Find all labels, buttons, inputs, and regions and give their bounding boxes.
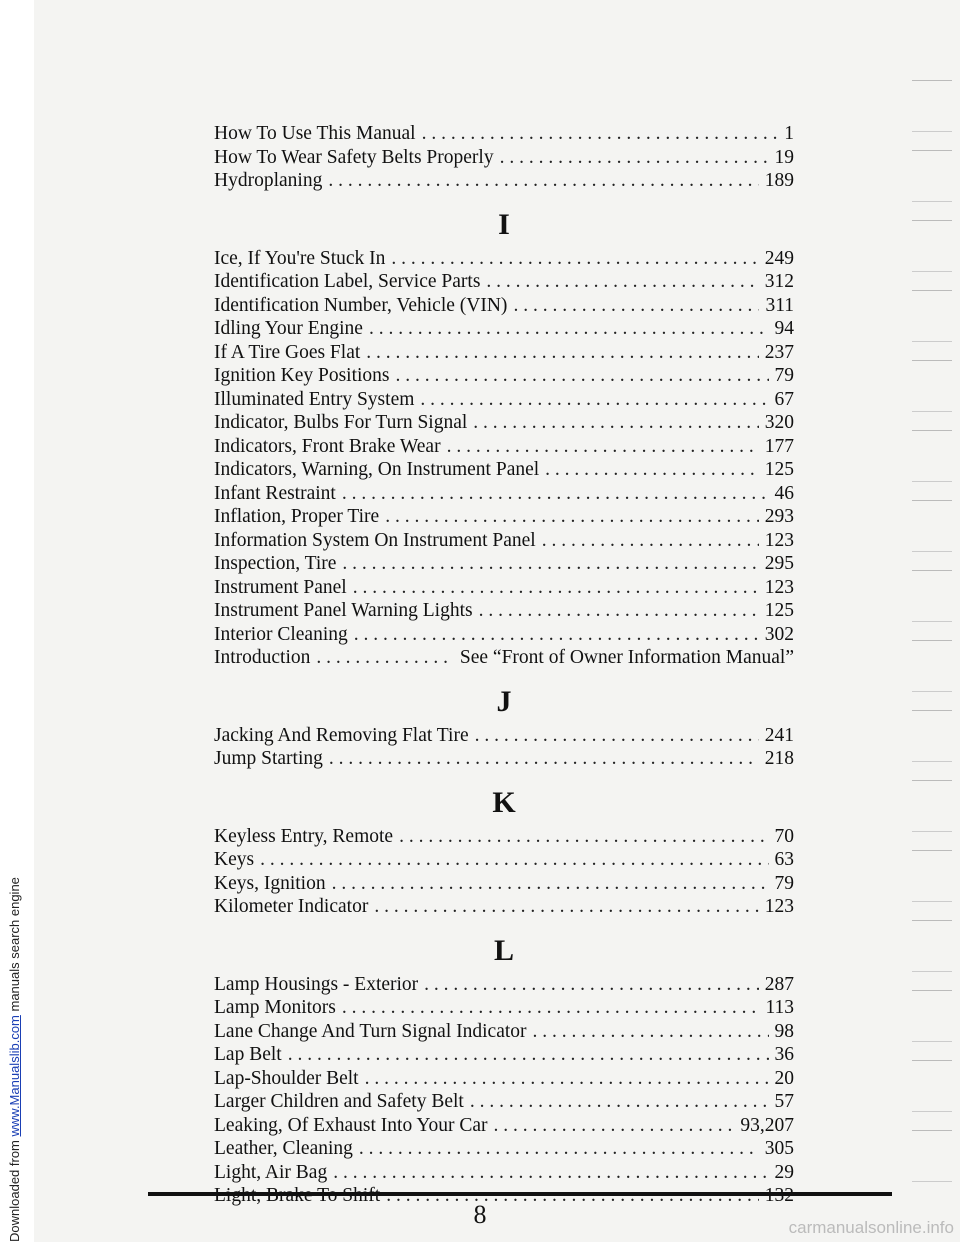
page-edge-tabs — [902, 80, 960, 1200]
index-page-ref: 237 — [764, 341, 794, 363]
index-entry — [214, 247, 794, 271]
index-term: Instrument Panel — [214, 576, 347, 598]
dot-leader — [396, 364, 769, 388]
dot-leader — [260, 848, 768, 872]
index-term: Inspection, Tire — [214, 553, 337, 574]
manualslib-link[interactable]: www.Manualslib.com — [7, 1015, 22, 1137]
dot-leader — [479, 599, 759, 623]
index-entry — [214, 895, 794, 919]
index-term: Indicators, Warning, On Instrument Panel — [214, 459, 540, 480]
index-entry — [214, 599, 794, 623]
index-page-ref: 320 — [764, 412, 794, 433]
index-entry — [214, 169, 794, 193]
watermark: carmanualsonline.info — [788, 1218, 954, 1237]
index-entry — [214, 317, 794, 341]
section-letter: K — [492, 785, 516, 819]
index-term: Information System On Instrument Panel — [214, 529, 536, 551]
index-page-ref: 94 — [774, 318, 794, 339]
index-term: Jump Starting — [214, 748, 323, 769]
dot-leader — [391, 247, 758, 271]
index-page-ref: 93,207 — [740, 1114, 794, 1136]
dot-leader — [494, 1114, 735, 1138]
index-page-ref: 302 — [764, 623, 794, 645]
dot-leader — [470, 1090, 769, 1114]
index-term: Hydroplaning — [214, 170, 323, 191]
index-page-ref: 293 — [764, 506, 794, 527]
index-entry — [214, 388, 794, 412]
index-term: Leather, Cleaning — [214, 1138, 353, 1159]
dot-leader — [500, 146, 769, 170]
index-page-ref: 63 — [774, 849, 794, 870]
section-letter: I — [498, 207, 510, 241]
index-term: Lap-Shoulder Belt — [214, 1067, 359, 1089]
index-entry — [214, 364, 794, 388]
index-page-ref: 241 — [764, 724, 794, 746]
index-entry — [214, 848, 794, 872]
index-term: How To Wear Safety Belts Properly — [214, 146, 494, 168]
index-term: Indicator, Bulbs For Turn Signal — [214, 412, 468, 433]
index-page-ref: 70 — [774, 825, 794, 847]
index-page-ref: 311 — [765, 294, 794, 316]
dot-leader — [342, 482, 769, 506]
dot-leader — [422, 122, 779, 146]
dot-leader — [316, 646, 453, 670]
index-term: Larger Children and Safety Belt — [214, 1091, 464, 1112]
index-entry — [214, 341, 794, 365]
dot-leader — [513, 294, 759, 318]
dot-leader — [420, 388, 768, 412]
index-entry — [214, 505, 794, 529]
index-entry — [214, 747, 794, 771]
dot-leader — [545, 458, 759, 482]
index-page-ref: 79 — [774, 872, 794, 894]
index-term: Lap Belt — [214, 1044, 282, 1065]
index-entry — [214, 623, 794, 647]
index-page-ref: 19 — [774, 146, 794, 168]
index-entry — [214, 1020, 794, 1044]
index-page-ref: 218 — [764, 748, 794, 769]
index-term: Ice, If You're Stuck In — [214, 247, 386, 269]
index-entry — [214, 552, 794, 576]
index-entry — [214, 724, 794, 748]
index-entry — [214, 458, 794, 482]
dot-leader — [365, 1067, 769, 1091]
index-term: Illuminated Entry System — [214, 388, 415, 410]
index-term: Identification Number, Vehicle (VIN) — [214, 294, 508, 316]
dot-leader — [533, 1020, 769, 1044]
index-page-ref: 123 — [764, 896, 794, 917]
footer-rule — [148, 1192, 892, 1196]
dot-leader — [288, 1043, 769, 1067]
dot-leader — [369, 317, 769, 341]
index-term: Interior Cleaning — [214, 623, 348, 645]
dot-leader — [329, 747, 759, 771]
index-page-ref: 189 — [764, 170, 794, 191]
index-entry — [214, 435, 794, 459]
index-term: Keys — [214, 849, 255, 870]
index-term: Jacking And Removing Flat Tire — [214, 724, 469, 746]
index-page-ref: 305 — [764, 1138, 794, 1159]
index-entry — [214, 646, 794, 670]
dot-leader — [342, 996, 760, 1020]
index-entry — [214, 529, 794, 553]
dot-leader — [424, 973, 759, 997]
index-entry — [214, 825, 794, 849]
dot-leader — [486, 270, 758, 294]
index-entry — [214, 1137, 794, 1161]
dot-leader — [342, 552, 758, 576]
index-term: Ignition Key Positions — [214, 365, 390, 386]
dot-leader — [359, 1137, 759, 1161]
dot-leader — [354, 623, 759, 647]
index-entry — [214, 482, 794, 506]
download-banner-text — [7, 877, 22, 1242]
dot-leader — [447, 435, 759, 459]
index-page-ref: 1 — [784, 123, 794, 144]
banner-prefix: Downloaded from — [7, 1136, 22, 1242]
dot-leader — [333, 1161, 768, 1185]
dot-leader — [332, 872, 769, 896]
index-term: Lamp Monitors — [214, 997, 336, 1018]
index-term: Identification Label, Service Parts — [214, 271, 481, 292]
index-page-ref: 123 — [764, 529, 794, 551]
index-entry — [214, 1114, 794, 1138]
section-letter: L — [493, 933, 514, 967]
index-page-ref: 177 — [764, 435, 794, 457]
dot-leader — [385, 505, 759, 529]
dot-leader — [366, 341, 758, 365]
dot-leader — [399, 825, 768, 849]
page-number: 8 — [473, 1200, 487, 1229]
index-page-ref: 249 — [764, 247, 794, 269]
index-entry — [214, 973, 794, 997]
index-entry — [214, 270, 794, 294]
dot-leader — [374, 895, 758, 919]
index-entry — [214, 294, 794, 318]
index-page-ref: 36 — [774, 1044, 794, 1065]
index-page-ref: See “Front of Owner Information Manual” — [459, 647, 794, 668]
index-page-ref: 20 — [774, 1067, 794, 1089]
index-page-ref: 29 — [774, 1161, 794, 1183]
index-page-ref: 46 — [774, 482, 794, 504]
index-entry — [214, 1067, 794, 1091]
dot-leader — [328, 169, 758, 193]
index-term: Leaking, Of Exhaust Into Your Car — [214, 1114, 488, 1136]
index-term: Kilometer Indicator — [214, 896, 369, 917]
index-page-ref: 98 — [774, 1020, 794, 1042]
index-term: Indicators, Front Brake Wear — [214, 435, 441, 457]
section-letter: J — [496, 684, 512, 718]
index-page-ref: 123 — [764, 576, 794, 598]
index-term: Keyless Entry, Remote — [214, 825, 394, 847]
index-list — [214, 122, 794, 1208]
dot-leader — [473, 411, 758, 435]
index-entry — [214, 1043, 794, 1067]
banner-suffix: manuals search engine — [7, 877, 22, 1016]
index-entry — [214, 996, 794, 1020]
index-page-ref: 113 — [765, 997, 794, 1018]
index-page-ref: 79 — [774, 365, 794, 386]
download-banner — [2, 0, 32, 1242]
index-page-ref: 125 — [764, 459, 794, 480]
index-entry — [214, 872, 794, 896]
index-term: How To Use This Manual — [214, 123, 416, 144]
index-entry — [214, 1090, 794, 1114]
index-term: Light, Air Bag — [214, 1161, 328, 1183]
index-term: Inflation, Proper Tire — [214, 506, 380, 527]
dot-leader — [542, 529, 759, 553]
index-page-ref: 295 — [764, 553, 794, 574]
index-term: Keys, Ignition — [214, 872, 326, 894]
index-entry — [214, 122, 794, 146]
dot-leader — [353, 576, 759, 600]
index-term: Infant Restraint — [214, 482, 336, 504]
index-term: Lamp Housings - Exterior — [214, 973, 419, 995]
dot-leader — [475, 724, 759, 748]
index-page-ref: 287 — [764, 973, 794, 995]
index-term: Idling Your Engine — [214, 318, 363, 339]
index-term: Lane Change And Turn Signal Indicator — [214, 1020, 527, 1042]
index-page-ref: 67 — [774, 388, 794, 410]
index-page-ref: 125 — [764, 600, 794, 621]
index-page-ref: 57 — [774, 1091, 794, 1112]
index-entry — [214, 411, 794, 435]
index-entry — [214, 146, 794, 170]
index-entry — [214, 1161, 794, 1185]
index-term: If A Tire Goes Flat — [214, 341, 361, 363]
index-term: Instrument Panel Warning Lights — [214, 600, 473, 621]
index-page-ref: 312 — [764, 271, 794, 292]
index-entry — [214, 576, 794, 600]
index-term: Introduction — [214, 647, 311, 668]
